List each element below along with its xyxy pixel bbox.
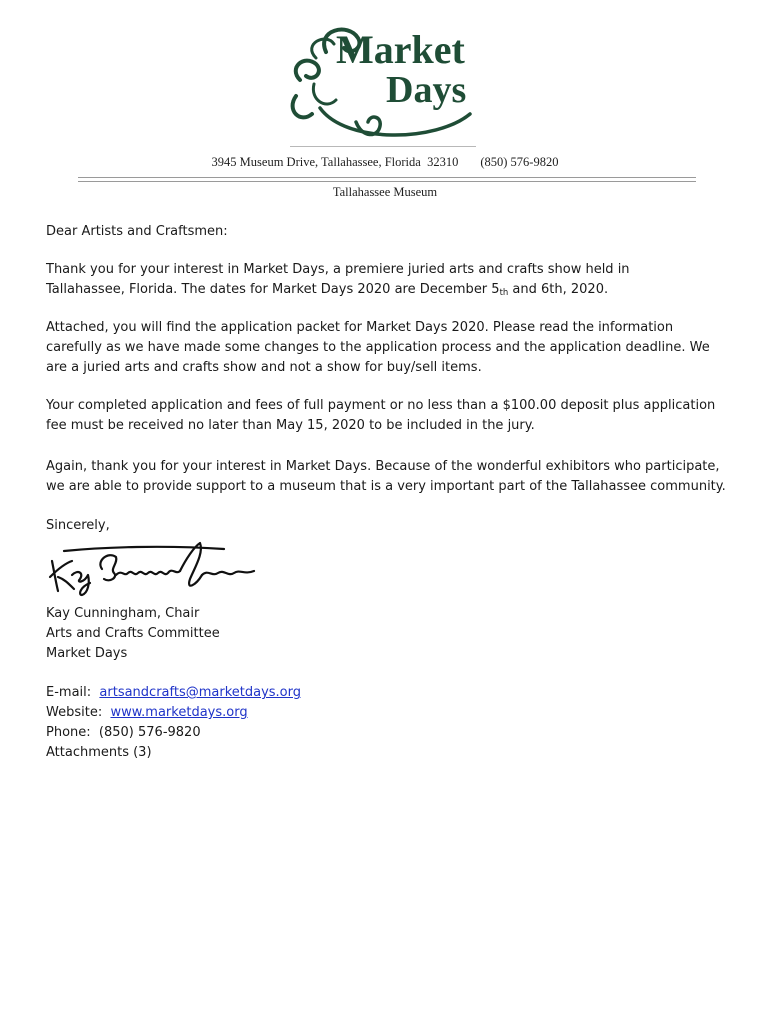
email-link[interactable]: artsandcrafts@marketdays.org bbox=[99, 685, 301, 700]
paragraph-fees bbox=[46, 396, 736, 436]
paragraph-thanks bbox=[46, 457, 736, 497]
website-label: Website: bbox=[46, 705, 111, 720]
paragraph-line: carefully as we have made some changes to the application process and the application deadline. We bbox=[46, 340, 710, 355]
letterhead-phone: (850) 576-9820 bbox=[480, 155, 559, 169]
paragraph-application bbox=[46, 318, 736, 378]
paragraph-intro bbox=[46, 260, 736, 301]
email-label: E-mail: bbox=[46, 685, 100, 700]
signatory-block bbox=[46, 604, 736, 664]
letterhead-address-line bbox=[0, 155, 770, 170]
logo-graphic bbox=[286, 18, 482, 146]
paragraph-line: are a juried arts and crafts show and not a show for buy/sell items. bbox=[46, 360, 482, 375]
paragraph-line: Thank you for your interest in Market Days, a premiere juried arts and crafts show held in bbox=[46, 262, 630, 277]
signatory-committee: Arts and Crafts Committee bbox=[46, 626, 220, 641]
signatory-org: Market Days bbox=[46, 646, 128, 661]
paragraph-line: fee must be received no later than May 15, 2020 to be included in the jury. bbox=[46, 418, 535, 433]
paragraph-line: we are able to provide support to a museum that is a very important part of the Tallahassee community. bbox=[46, 479, 726, 494]
signatory-name: Kay Cunningham, Chair bbox=[46, 606, 200, 621]
contact-block bbox=[46, 683, 736, 763]
phone-label: Phone: bbox=[46, 725, 99, 740]
paragraph-line: Attached, you will find the application packet for Market Days 2020. Please read the information bbox=[46, 320, 674, 335]
website-line bbox=[46, 703, 736, 723]
letterhead-rule bbox=[78, 177, 696, 182]
letterhead-address: 3945 Museum Drive, Tallahassee, Florida 32310 bbox=[211, 155, 459, 169]
dates-text-end: and 6th, 2020. bbox=[508, 282, 609, 297]
logo-word-market: Market bbox=[336, 27, 465, 72]
paragraph-line bbox=[46, 280, 736, 301]
market-days-logo bbox=[286, 18, 482, 146]
letterhead-location: Tallahassee Museum bbox=[332, 185, 438, 199]
salutation: Dear Artists and Craftsmen: bbox=[46, 224, 228, 239]
email-line bbox=[46, 683, 736, 703]
attachments-note: Attachments (3) bbox=[46, 745, 152, 760]
logo-divider bbox=[290, 146, 476, 147]
handwritten-signature bbox=[44, 539, 260, 597]
ordinal-suffix: th bbox=[499, 288, 509, 298]
dates-text: Tallahassee, Florida. The dates for Market Days 2020 are December 5 bbox=[46, 282, 500, 297]
closing: Sincerely, bbox=[46, 518, 110, 533]
phone-line bbox=[46, 723, 736, 743]
phone-value: (850) 576-9820 bbox=[98, 725, 201, 740]
website-link[interactable]: www.marketdays.org bbox=[110, 705, 248, 720]
logo-word-days: Days bbox=[386, 69, 467, 111]
paragraph-line: Your completed application and fees of full payment or no less than a $100.00 deposit plus application bbox=[46, 398, 716, 413]
paragraph-line: Again, thank you for your interest in Market Days. Because of the wonderful exhibitors who participate, bbox=[46, 459, 720, 474]
